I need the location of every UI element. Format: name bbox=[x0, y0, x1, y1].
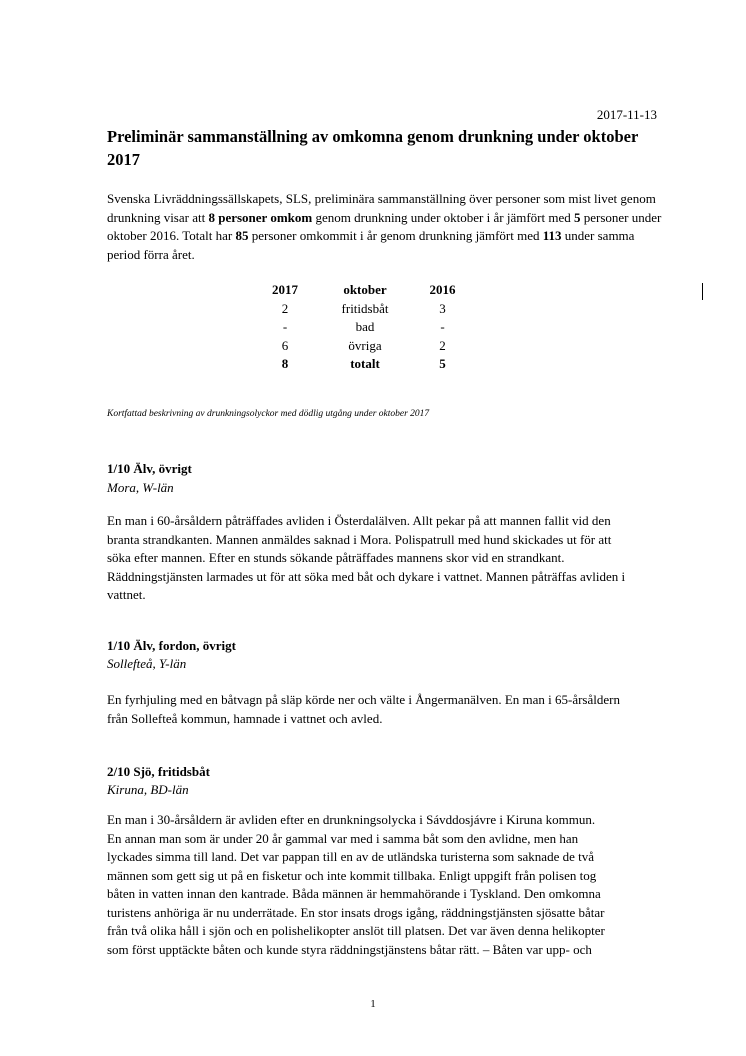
header-2017: 2017 bbox=[272, 282, 298, 298]
document-date: 2017-11-13 bbox=[596, 107, 657, 122]
description-line: En fyrhjuling med en båtvagn på släp körde ner och välte i Ångermanälven. En man i 65-årsåldern bbox=[107, 692, 620, 707]
description-line: vattnet. bbox=[107, 587, 146, 602]
incident-description bbox=[107, 512, 667, 605]
intro-text-5: under samma period förra året. bbox=[107, 228, 635, 262]
intro-bold-3: 85 bbox=[235, 228, 249, 243]
description-line: lyckades simma till land. Det var pappan till en av de utländska turisterna som saknade de två bbox=[107, 849, 594, 864]
cell-2016: 3 bbox=[439, 300, 446, 316]
cell-2017: 6 bbox=[281, 337, 289, 353]
incident-location: Sollefteå, Y-län bbox=[107, 656, 187, 671]
intro-text-4: personer omkommit i år genom drunkning jämfört med bbox=[248, 228, 543, 243]
total-2017: 8 bbox=[281, 356, 289, 372]
intro-text-1: Svenska Livräddningssällskapets, SLS, preliminära sammanställning över personer som mist livet genom drunkning visar att bbox=[107, 191, 656, 225]
cell-2016: 2 bbox=[439, 337, 446, 353]
cell-category: fritidsbåt bbox=[341, 300, 389, 316]
table-row bbox=[255, 318, 470, 337]
description-line: Räddningstjänsten larmades ut för att söka med båt och dykare i vattnet. Mannen påträffas avliden i bbox=[107, 568, 626, 584]
total-label: totalt bbox=[350, 356, 380, 372]
header-2016: 2016 bbox=[429, 282, 456, 298]
table-total-row bbox=[255, 355, 470, 374]
text-cursor bbox=[702, 283, 703, 300]
incident-description bbox=[107, 691, 667, 728]
description-line: som först upptäckte båten och kunde styra räddningstjänstens båtar rätt. – Båten var upp- och bbox=[107, 941, 592, 957]
table-row bbox=[255, 300, 470, 319]
cell-2017: 2 bbox=[281, 300, 289, 316]
intro-paragraph bbox=[107, 190, 667, 264]
incident-heading: 1/10 Älv, fordon, övrigt bbox=[107, 638, 236, 653]
cell-2017: - bbox=[282, 319, 288, 335]
description-line: En man i 60-årsåldern påträffades avliden i Österdalälven. Allt pekar på att mannen fallit vid den bbox=[107, 513, 611, 528]
description-line: männen som gett sig ut på en fisketur och inte kommit tillbaka. Enligt uppgift från polisen tog bbox=[107, 867, 597, 883]
intro-bold-2: 5 bbox=[573, 209, 581, 225]
cell-2016: - bbox=[440, 319, 445, 335]
incident-description bbox=[107, 811, 667, 959]
incident-location: Mora, W-län bbox=[107, 480, 174, 495]
description-line: branta strandkanten. Mannen anmäldes saknad i Mora. Polispatrull med hund skickades ut för att bbox=[107, 531, 612, 547]
description-line: från Sollefteå kommun, hamnade i vattnet och avled. bbox=[107, 710, 383, 726]
statistics-table bbox=[255, 281, 470, 374]
description-line: båten in vatten innan den kantrade. Båda männen är hemmahörande i Tyskland. Den omkomna bbox=[107, 886, 601, 901]
document-title: Preliminär sammanställning av omkomna genom drunkning under oktober 2017 bbox=[107, 127, 638, 169]
cell-category: övriga bbox=[348, 337, 382, 353]
intro-bold-1: 8 personer omkom bbox=[208, 209, 313, 225]
page-number: 1 bbox=[370, 998, 376, 1010]
incident-list-caption: Kortfattad beskrivning av drunkningsolyckor med dödlig utgång under oktober 2017 bbox=[107, 409, 430, 419]
description-line: från två olika håll i sjön och en polishelikopter anslöt till platsen. Det var även denna helikopter bbox=[107, 923, 605, 938]
intro-bold-4: 113 bbox=[542, 228, 562, 243]
table-header-row bbox=[255, 281, 470, 300]
description-line: söka efter mannen. Efter en stunds sökande påträffades mannens skor vid en strandkant. bbox=[107, 550, 565, 565]
incident-heading: 2/10 Sjö, fritidsbåt bbox=[107, 764, 210, 779]
description-line: En man i 30-årsåldern är avliden efter en drunkningsolycka i Sávddosjávre i Kiruna kommun. bbox=[107, 812, 596, 827]
incident-heading: 1/10 Älv, övrigt bbox=[107, 461, 192, 476]
total-2016: 5 bbox=[439, 356, 446, 372]
incident-location: Kiruna, BD-län bbox=[107, 782, 189, 797]
description-line: En annan man som är under 20 år gammal var med i samma båt som den avlidne, men han bbox=[107, 830, 579, 846]
description-line: turistens anhöriga är nu underrätade. En stor insats drogs igång, räddningstjänsten sjösatte båtar bbox=[107, 904, 605, 920]
intro-text-3: personer under oktober 2016. Totalt har bbox=[107, 209, 662, 243]
table-row bbox=[255, 337, 470, 356]
cell-category: bad bbox=[355, 319, 375, 335]
intro-text-2: genom drunkning under oktober i år jämfört med bbox=[312, 209, 574, 225]
header-month: oktober bbox=[343, 282, 387, 298]
